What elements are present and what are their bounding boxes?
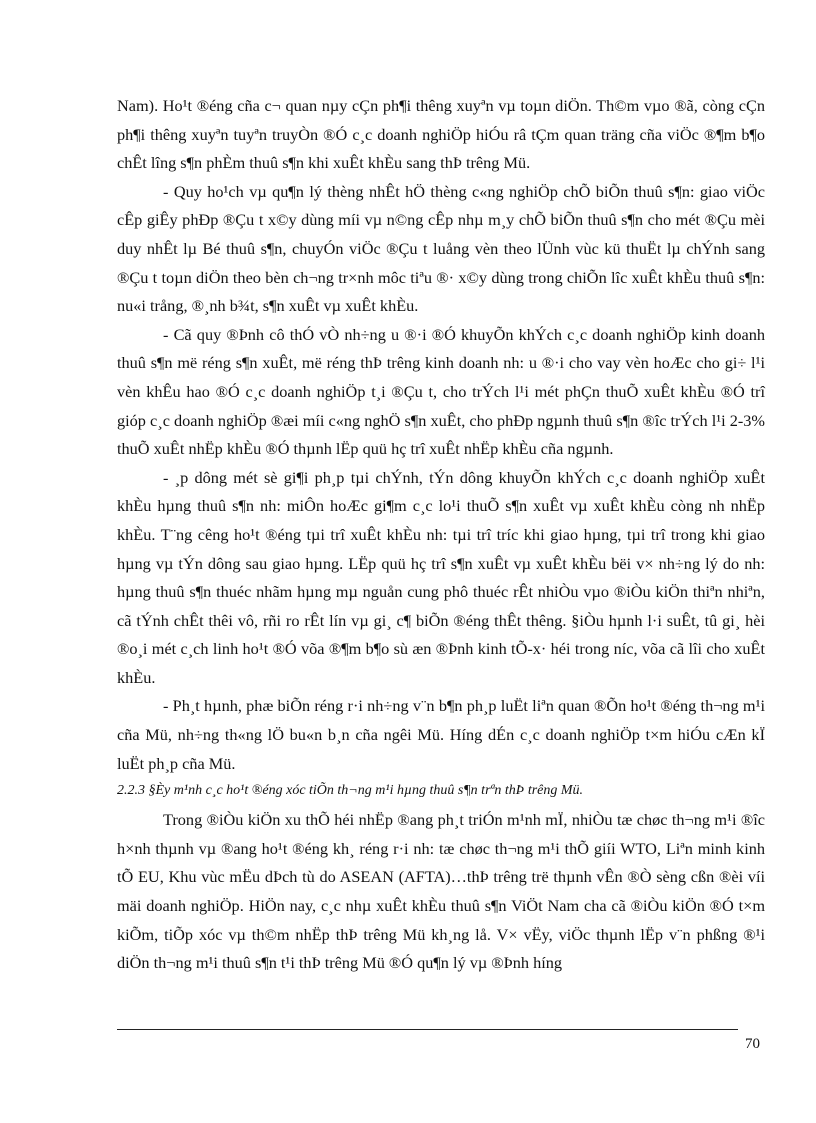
- footer-divider: [117, 1029, 738, 1030]
- paragraph-continuation: Nam). Ho¹t ®éng cña c¬ quan nµy cÇn ph¶i thêng xuyªn vµ toµn diÖn. Th©m vµo ®ã, còng cÇn ph¶i thêng xuyªn tuyªn truyÒn ®Ó c¸c doanh nghiÖp hiÓu râ tÇm quan träng cña viÖc ®¶m b¶o chÊt lîng s¶n phÈm thuû s¶n khi xuÊt khÈu sang thÞ trêng Mü.: [117, 96, 765, 173]
- paragraph-trade-promotion: Trong ®iÒu kiÖn xu thÕ héi nhËp ®ang ph¸t triÓn m¹nh mÏ, nhiÒu tæ chøc th¬ng m¹i ®îc h×nh thµnh vµ ®ang ho¹t ®éng kh¸ réng r·i nh: tæ chøc th¬ng m¹i thÕ giíi WTO, Liªn minh kinh tÕ EU, Khu vùc mËu dÞch tù do ASEAN (AFTA)…thÞ trêng trë thµnh vÊn ®Ò sèng cßn ®èi víi mäi doanh nghiÖp. HiÖn nay, c¸c nhµ xuÊt khÈu thuû s¶n ViÖt Nam cha cã ®iÒu kiÖn ®Ó t×m kiÕm, tiÕp xóc vµ th©m nhËp thÞ trêng Mü kh¸ng lå. V× vËy, viÖc thµnh lËp v¨n phßng ®¹i diÖn th¬ng m¹i thuû s¶n t¹i thÞ trêng Mü ®Ó qu¶n lý vµ ®Þnh híng: [117, 810, 765, 973]
- paragraph-incentives: - Cã quy ®Þnh cô thÓ vÒ nh÷ng u ®·i ®Ó khuyÕn khÝch c¸c doanh nghiÖp kinh doanh thuû s¶n më réng s¶n xuÊt, më réng thÞ trêng kinh doanh nh: u ®·i cho vay vèn hoÆc cho gi÷ l¹i vèn khÊu hao ®Ó c¸c doanh nghiÖp t¸i ®Çu t, cho trÝch l¹i mét phÇn thuÕ xuÊt khÈu ®Ó trî gióp c¸c doanh nghiÖp ®æi míi c«ng nghÖ s¶n xuÊt, cho phÐp ngµnh thuû s¶n ®îc trÝch l¹i 2-3% thuÕ xuÊt nhËp khÈu ®Ó thµnh lËp quü hç trî xuÊt nhËp khÈu cña ngµnh.: [117, 324, 765, 459]
- section-heading: 2.2.3 §Èy m¹nh c¸c ho¹t ®éng xóc tiÕn th¬ng m¹i hµng thuû s¶n trªn thÞ trêng Mü.: [117, 783, 584, 799]
- paragraph-planning: - Quy ho¹ch vµ qu¶n lý thèng nhÊt hÖ thèng c«ng nghiÖp chÕ biÕn thuû s¶n: giao viÖc cÊp giÊy phÐp ®Çu t x©y dùng míi vµ n©ng cÊp nhµ m¸y chÕ biÕn thuû s¶n cho mét ®Çu mèi duy nhÊt lµ Bé thuû s¶n, chuyÓn viÖc ®Çu t luång vèn theo lÜnh vùc kü thuËt lµ chÝnh sang ®Çu t toµn diÖn theo bèn ch¬ng tr×nh môc tiªu ®· x©y dùng trong chiÕn lîc xuÊt khÈu thuû s¶n: nu«i trång, ®¸nh b¾t, s¶n xuÊt vµ xuÊt khÈu.: [117, 181, 765, 316]
- page-number: 70: [745, 1036, 760, 1052]
- paragraph-financial-solutions: - ¸p dông mét sè gi¶i ph¸p tµi chÝnh, tÝn dông khuyÕn khÝch c¸c doanh nghiÖp xuÊt khÈu hµng thuû s¶n nh: miÔn hoÆc gi¶m c¸c lo¹i thuÕ s¶n xuÊt vµ xuÊt khÈu còng nh nhËp khÈu. T¨ng cêng ho¹t ®éng tµi trî xuÊt khÈu nh: tµi trî tríc khi giao hµng, tµi trî trong khi giao hµng vµ tÝn dông sau giao hµng. LËp quü hç trî s¶n xuÊt vµ xuÊt khÈu bëi v× nh÷ng lý do nh: hµng thuû s¶n thuéc nhãm hµng mµ nguån cung phô thuéc rÊt nhiÒu vµo ®iÒu kiÖn thiªn nhiªn, cã tÝnh chÊt thêi vô, rñi ro rÊt lín vµ gi¸ c¶ biÕn ®éng thÊt thêng. §iÒu hµnh l·i suÊt, tû gi¸ hèi ®o¸i mét c¸ch linh ho¹t ®Ó võa ®¶m b¶o sù æn ®Þnh kinh tÕ-x· héi trong níc, võa cã lîi cho xuÊt khÈu.: [117, 467, 765, 687]
- body-text: [117, 92, 765, 978]
- paragraph-legal-documents: - Ph¸t hµnh, phæ biÕn réng r·i nh÷ng v¨n b¶n ph¸p luËt liªn quan ®Õn ho¹t ®éng th¬ng m¹i cña Mü, nh÷ng th«ng lÖ bu«n b¸n cña ngêi Mü. Híng dÉn c¸c doanh nghiÖp t×m hiÓu cÆn kÏ luËt ph¸p cña Mü.: [117, 696, 765, 773]
